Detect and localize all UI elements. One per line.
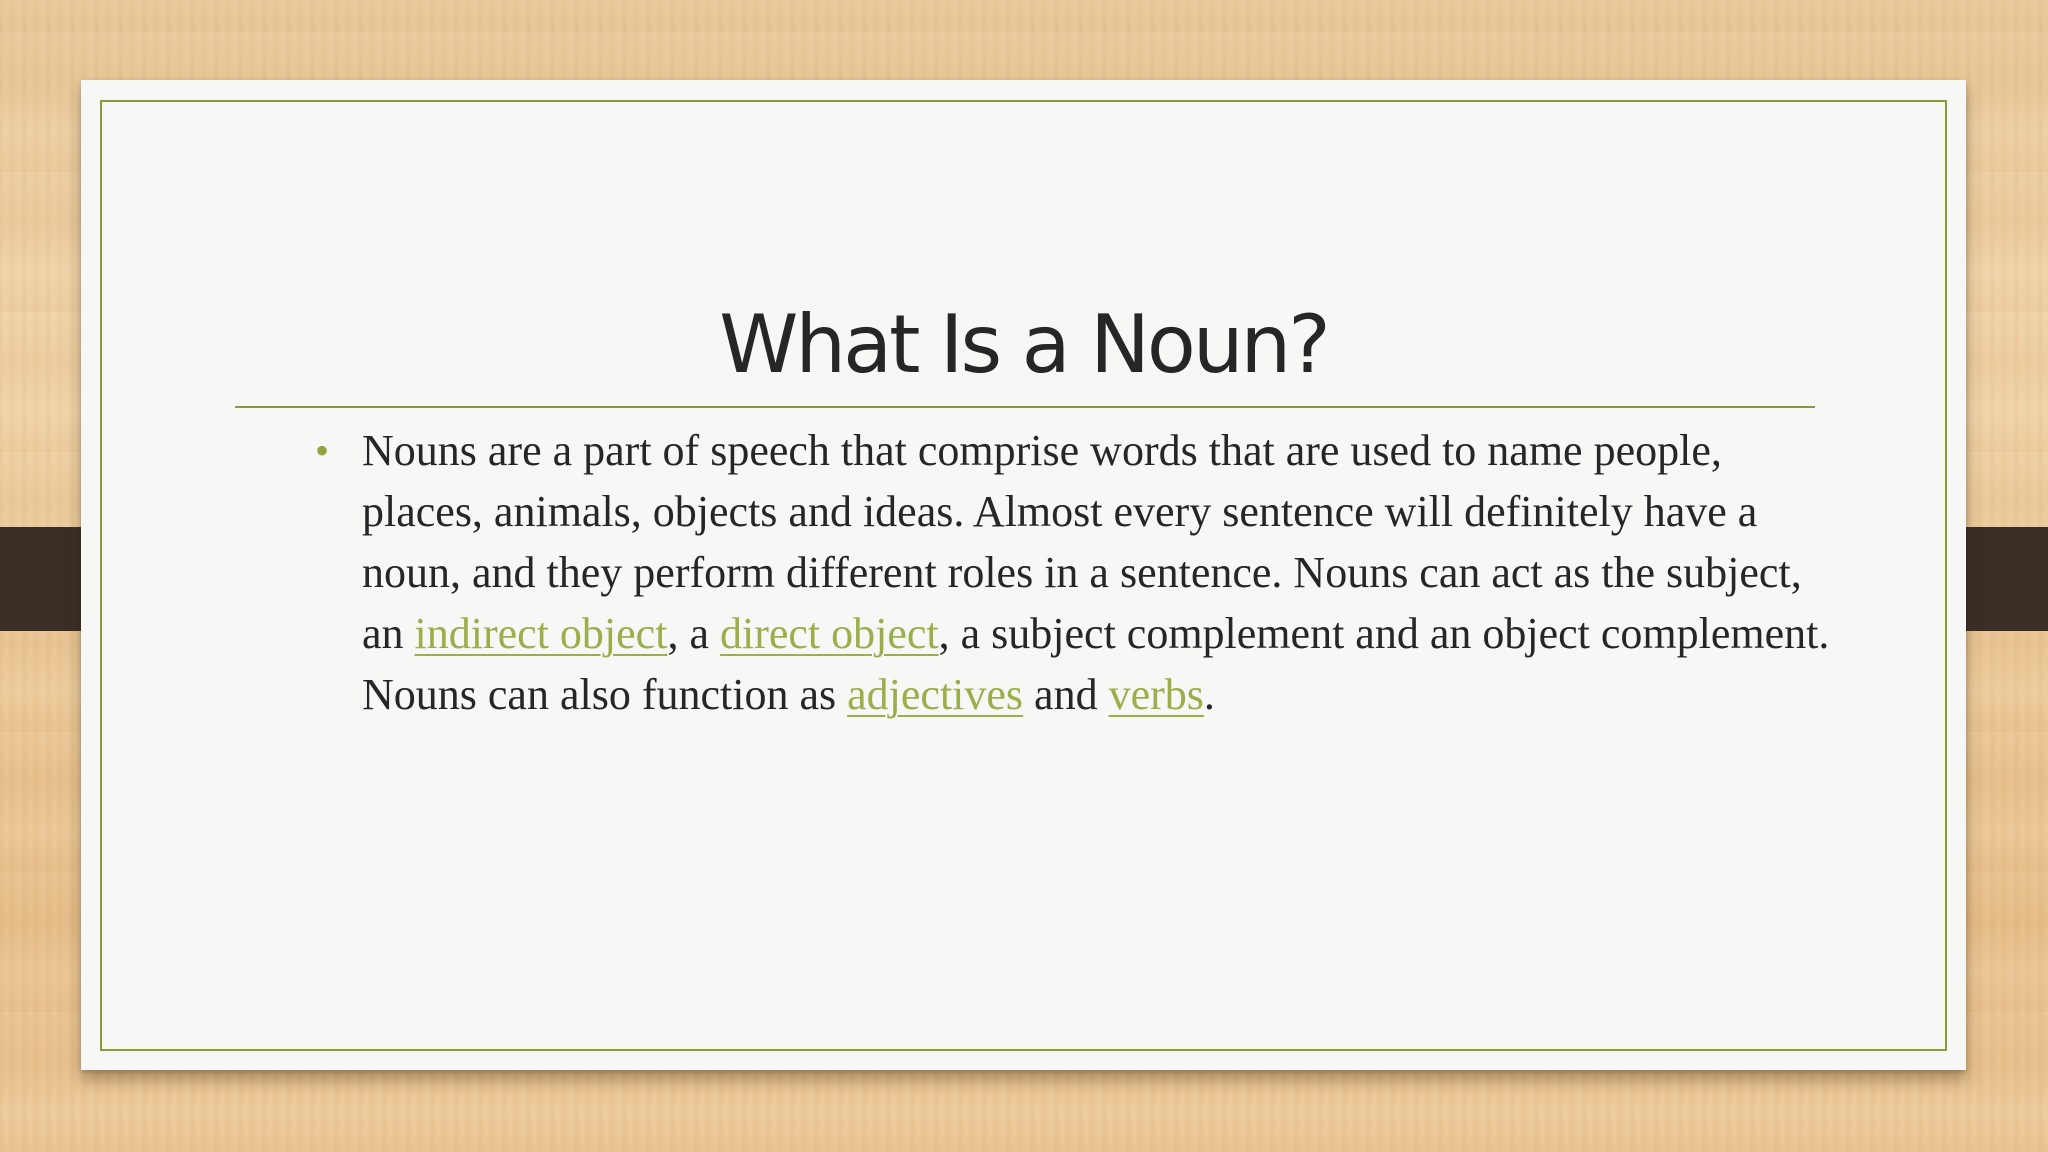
paragraph-text-1: Nouns are a part of speech that comprise words that are used to name people, places, animals, objects and ideas. Almost every sentence will definitely have a noun, and they perform different roles in a sentence. Nouns can act as the subject, an xyxy=(362,426,1802,658)
bullet-item xyxy=(281,420,1841,725)
paragraph-text-3: , a subject complement and an object complement. Nouns can also function as xyxy=(362,609,1830,719)
link-adjectives[interactable]: adjectives xyxy=(847,670,1024,719)
slide-body xyxy=(281,420,1841,725)
slide-title: What Is a Noun? xyxy=(719,298,1328,391)
link-indirect-object[interactable]: indirect object xyxy=(414,609,668,658)
paragraph-text-5: . xyxy=(1203,670,1215,719)
bullet-icon: • xyxy=(315,428,330,473)
link-direct-object[interactable]: direct object xyxy=(719,609,939,658)
title-underline-rule xyxy=(235,406,1815,408)
paragraph-text-2: , a xyxy=(667,609,720,658)
link-verbs[interactable]: verbs xyxy=(1108,670,1204,719)
paragraph-text-4: and xyxy=(1023,670,1109,719)
slide xyxy=(81,80,1966,1070)
